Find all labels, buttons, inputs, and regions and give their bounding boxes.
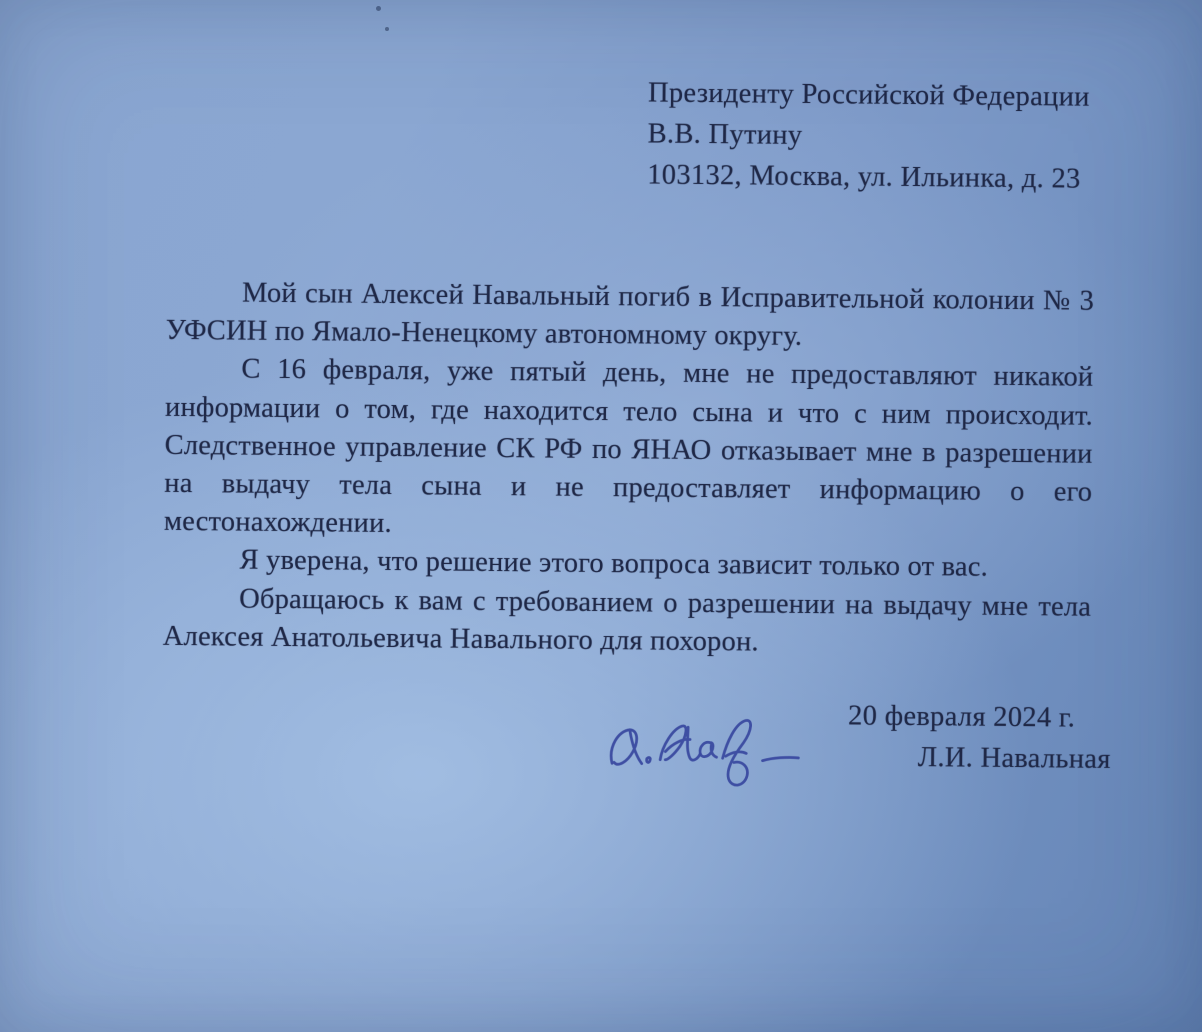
recipient-line-address: 103132, Москва, ул. Ильинка, д. 23 (647, 159, 1081, 195)
body-line: на выдачу тела сына и не предоставляет информацию о его (164, 467, 1093, 508)
letter-body (163, 274, 1095, 665)
body-line: Обращаюсь к вам с требованием о разрешении на выдачу мне тела (239, 583, 1092, 623)
recipient-line-title: Президенту Российской Федерации (647, 77, 1090, 113)
body-line: Алексея Анатольевича Навального для похорон. (162, 620, 759, 658)
body-line: информации о том, где находится тело сына и что с ним происходит. (164, 391, 1094, 432)
body-line: местонахождении. (163, 506, 392, 540)
signature-stroke-n (660, 726, 700, 760)
body-line: УФСИН по Ямало-Ненецкому автономному округу. (165, 315, 803, 353)
letter-date: 20 февраля 2024 г. (848, 700, 1076, 734)
body-line: Мой сын Алексей Навальный погиб в Исправительной колонии № 3 (241, 277, 1095, 317)
signature-stroke-a (700, 742, 717, 757)
sender-name: Л.И. Навальная (917, 742, 1111, 775)
handwritten-signature (600, 710, 806, 799)
signature-stroke-l (611, 730, 642, 765)
signature-stroke-dash (763, 757, 799, 761)
body-line: Следственное управление СК РФ по ЯНАО отказывает мне в разрешении (164, 429, 1093, 470)
body-line: Я уверена, что решение этого вопроса зависит только от вас. (239, 544, 989, 584)
recipient-block (647, 72, 1090, 199)
signature-stroke-v-loop (722, 720, 750, 785)
recipient-line-name: В.В. Путину (647, 118, 803, 151)
body-line: С 16 февраля, уже пятый день, мне не предоставляют никакой (241, 353, 1094, 394)
signature-stroke-comma (647, 757, 651, 762)
